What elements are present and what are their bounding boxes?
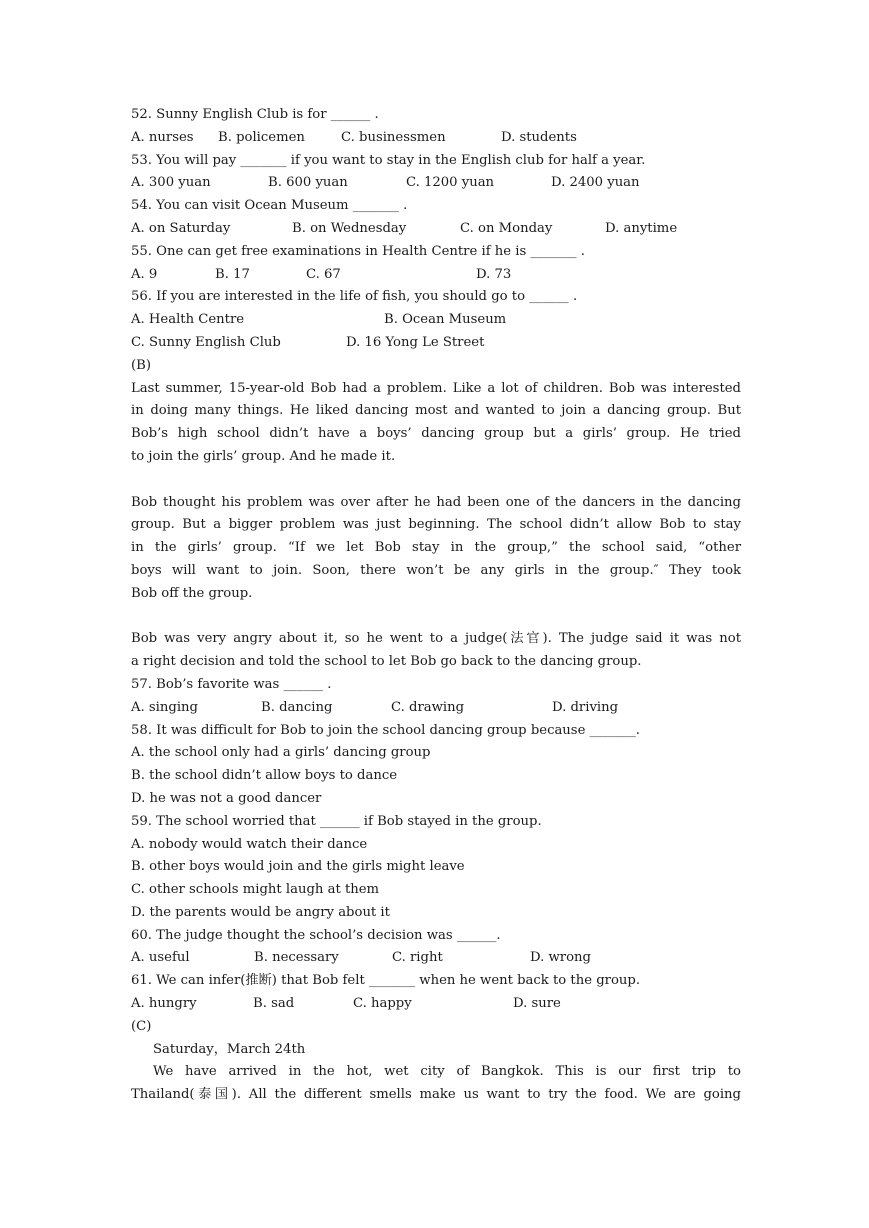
option-d: D. sure [513, 996, 561, 1012]
paragraph-gap [131, 606, 741, 629]
option-b: B. policemen [218, 129, 305, 145]
option-d: D. 73 [476, 266, 512, 282]
options-53 [131, 172, 741, 195]
option-b: B. Ocean Museum [384, 312, 507, 328]
option-a: A. the school only had a girls’ dancing group [131, 745, 431, 761]
passage-line: Bob thought his problem was over after he had been one of the dancers in the dancing [131, 494, 741, 510]
options-55 [131, 264, 741, 287]
option-c: C. happy [353, 996, 412, 1012]
option-c: C. other schools might laugh at them [131, 882, 380, 898]
question-54: 54. You can visit Ocean Museum _______ . [131, 198, 408, 214]
option-a: A. Health Centre [131, 312, 245, 328]
passage-line: in doing many things. He liked dancing most and wanted to join a dancing group. But [131, 403, 741, 419]
passage-line: Last summer, 15-year-old Bob had a problem. Like a lot of children. Bob was interested [131, 380, 741, 396]
option-a: A. singing [131, 699, 198, 715]
section-c-label: (C) [131, 1018, 152, 1034]
option-a: A. nurses [131, 129, 194, 145]
document-page [131, 104, 741, 1107]
option-b: B. dancing [261, 699, 333, 715]
option-c: C. businessmen [341, 129, 446, 145]
option-d: D. 16 Yong Le Street [346, 334, 485, 350]
options-57 [131, 697, 741, 720]
passage-line: a right decision and told the school to let Bob go back to the dancing group. [131, 654, 642, 670]
option-d: D. students [501, 129, 577, 145]
option-b: B. necessary [254, 950, 339, 966]
option-b: B. on Wednesday [292, 220, 407, 236]
question-59: 59. The school worried that ______ if Bob stayed in the group. [131, 813, 542, 829]
option-c: C. on Monday [460, 220, 553, 236]
option-b: B. other boys would join and the girls might leave [131, 859, 465, 875]
passage-line: group. But a bigger problem was just beginning. The school didn’t allow Bob to stay [131, 517, 741, 533]
option-c: C. 1200 yuan [406, 175, 495, 191]
option-a: A. nobody would watch their dance [131, 836, 368, 852]
option-d: D. 2400 yuan [551, 175, 640, 191]
question-58: 58. It was difficult for Bob to join the school dancing group because _______. [131, 722, 640, 738]
question-57: 57. Bob’s favorite was ______ . [131, 676, 332, 692]
option-a: A. 9 [131, 266, 158, 282]
option-a: A. useful [131, 950, 190, 966]
paragraph-gap [131, 469, 741, 492]
option-d: D. anytime [605, 220, 678, 236]
option-b: B. sad [253, 996, 295, 1012]
question-52: 52. Sunny English Club is for ______ . [131, 107, 379, 122]
option-c: C. right [392, 950, 443, 966]
option-a: A. on Saturday [131, 220, 231, 236]
option-d: D. driving [552, 699, 619, 715]
options-56-row2 [131, 332, 741, 355]
question-53: 53. You will pay _______ if you want to stay in the English club for half a year. [131, 152, 646, 168]
option-d: D. he was not a good dancer [131, 790, 322, 806]
option-a: A. hungry [131, 996, 197, 1012]
passage-line: to join the girls’ group. And he made it. [131, 448, 396, 464]
options-60 [131, 947, 741, 970]
section-b-label: (B) [131, 357, 151, 373]
option-d: D. the parents would be angry about it [131, 904, 390, 920]
question-61: 61. We can infer(推断) that Bob felt _______ when he went back to the group. [131, 973, 641, 989]
options-54 [131, 218, 741, 241]
option-c: C. 67 [306, 266, 341, 282]
passage-line: boys will want to join. Soon, there won’t be any girls in the group.″ They took [131, 562, 741, 578]
options-52 [131, 127, 741, 150]
passage-line: in the girls’ group. “If we let Bob stay in the group,” the school said, “other [131, 540, 741, 556]
option-b: B. 17 [215, 266, 250, 282]
passage-line: We have arrived in the hot, wet city of Bangkok. This is our first trip to [153, 1064, 741, 1080]
option-c: C. Sunny English Club [131, 334, 281, 350]
passage-line: Bob was very angry about it, so he went to a judge(法官). The judge said it was not [131, 631, 741, 647]
option-c: C. drawing [391, 699, 465, 715]
option-d: D. wrong [530, 950, 591, 966]
question-60: 60. The judge thought the school’s decision was ______. [131, 927, 501, 943]
question-55: 55. One can get free examinations in Health Centre if he is _______ . [131, 243, 585, 259]
diary-date: Saturday，March 24th [153, 1041, 306, 1057]
options-61 [131, 993, 741, 1016]
option-b: B. the school didn’t allow boys to dance [131, 768, 398, 784]
options-56-row1 [131, 309, 741, 332]
option-b: B. 600 yuan [268, 175, 348, 191]
passage-line: Bob off the group. [131, 585, 253, 601]
passage-line: Bob’s high school didn’t have a boys’ dancing group but a girls’ group. He tried [131, 426, 741, 442]
option-a: A. 300 yuan [131, 175, 211, 191]
passage-line: Thailand(泰国). All the different smells make us want to try the food. We are going [131, 1087, 741, 1103]
question-56: 56. If you are interested in the life of fish, you should go to ______ . [131, 289, 578, 305]
